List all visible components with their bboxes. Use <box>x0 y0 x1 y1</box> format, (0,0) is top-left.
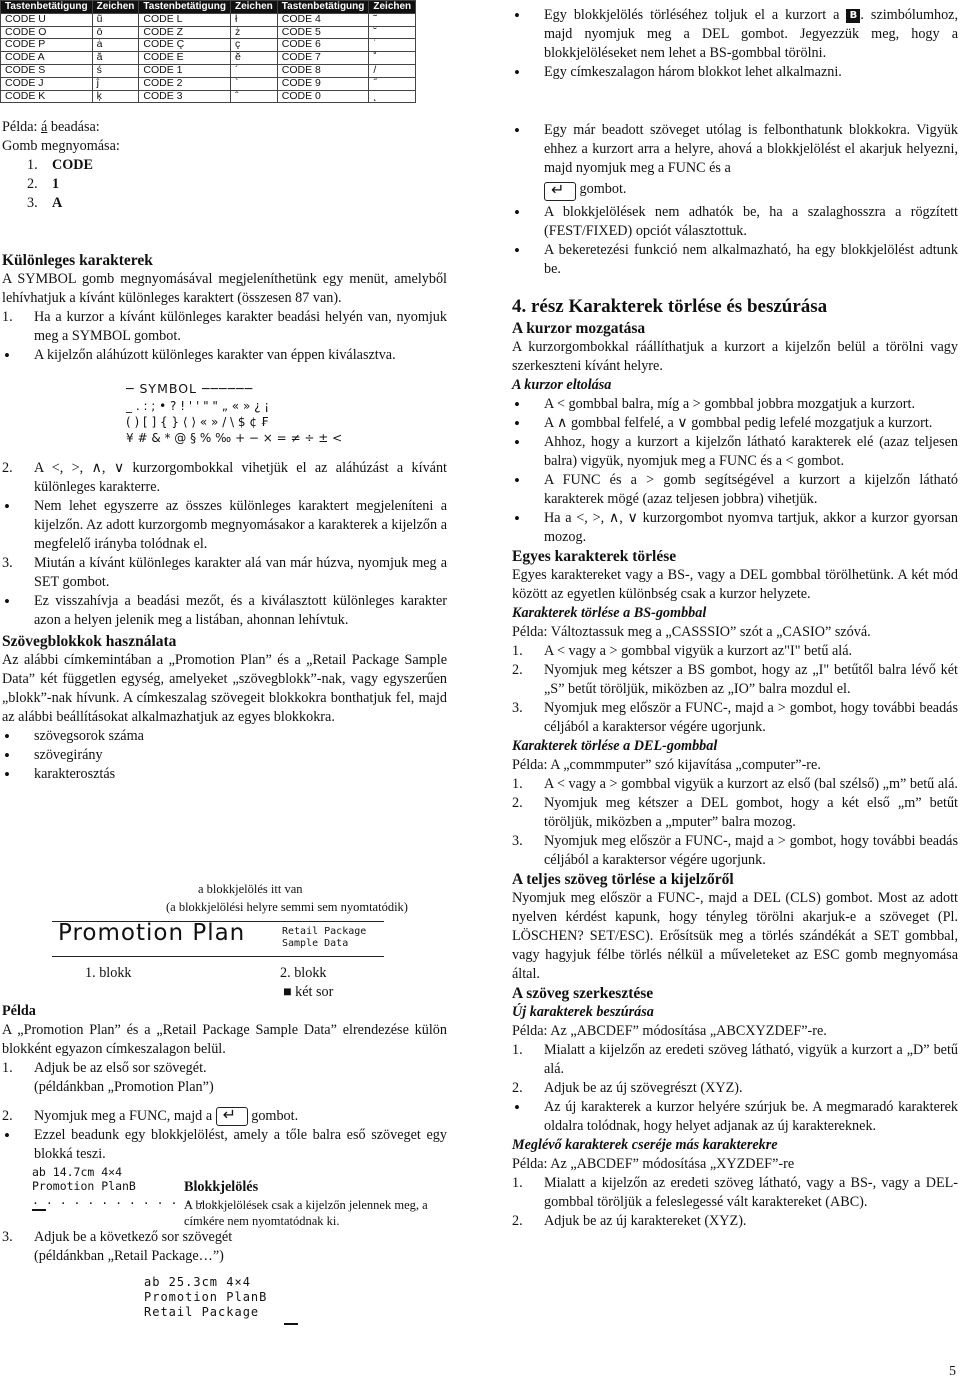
label-small-text: Retail Package <box>282 926 367 937</box>
code-table-row <box>1 90 416 103</box>
code-table-cell: CODE 5 <box>277 26 369 39</box>
lcd-line: ab 14.7cm 4×4 <box>32 1165 123 1179</box>
new-step: 1. Mialatt a kijelzőn az eredeti szöveg látható, vigyük a kurzort a „D” betű alá. <box>512 1042 958 1077</box>
code-table-cell: CODE 6 <box>277 39 369 52</box>
code-table-cell: CODE 0 <box>277 90 369 103</box>
cursor-intro: A kurzorgombokkal ráállíthatjuk a kurzort a kijelzőn belül a törölni vagy szerkeszteni kívánt helyre. <box>512 339 958 374</box>
code-table-cell: ũ <box>92 13 139 26</box>
example-title: Példa: á beadása: <box>2 119 100 135</box>
cursor-move-item: • A ∧ gombbal felfelé, a ∨ gombbal pedig lefelé mozgatjuk a kurzort. <box>512 414 958 433</box>
code-table-cell: CODE 7 <box>277 52 369 65</box>
symbol-lcd-title: SYMBOL <box>139 381 198 396</box>
cursor-move-item: • A < gombbal balra, míg a > gombbal jobbra mozgatjuk a kurzort. <box>512 395 958 414</box>
code-table-cell: ś <box>92 64 139 77</box>
code-table-cell: CODE 2 <box>139 77 231 90</box>
step-2-bullet: • Nem lehet egyszerre az összes különleges karaktert megjeleníteni a kijelzőn. Az adott kurzorgomb megnyomásakor a karakterek a kijelzőn a megfelelő irányba tolódnak el. <box>2 497 447 554</box>
th: Zeichen <box>230 1 277 14</box>
symbol-lcd: ─ SYMBOL ────── _ . : ; • ? ! ' ' " " „ « » ¿ ¡ ( ) [ ] { } ⟨ ⟩ « » / \ $ ¢ ₣ ¥ # & * @ § % ‰ + − × = ≠ ÷ ± < <box>126 381 343 445</box>
code-table-cell: ł <box>230 13 277 26</box>
ex-step-3: 3. Adjuk be a következő sor szövegét <box>2 1229 233 1245</box>
full-text: Nyomjuk meg először a FUNC-, majd a DEL (CLS) gombot. Most az adott nyelven kérdést kapunk, hogy tényleg törölni akarjuk-e a szöveget (Pl. LÖSCHEN? SET/ESC). Erősítsük meg a törlés szándékát a SET gombbal, vagy hagyjuk félbe törlés nélkül a műveleteket az ESC gomb megnyomása által. <box>512 890 958 982</box>
new-example: Példa: Az „ABCDEF” módosítása „ABCXYZDEF”-re. <box>512 1023 827 1039</box>
code-table-cell: CODE A <box>1 52 93 65</box>
top-bullet-1: • Egy blokkjelölés törléséhez toljuk el a kurzort a B . szimbólumhoz, majd nyomjuk meg a DEL gombot. Jegyezzük meg, hogy a blokkjelöléseket nem lehet a BS-gombbal törölni. <box>512 6 958 63</box>
block-bullet: • karakterosztás <box>2 765 447 784</box>
blokkjel-note <box>184 1178 444 1229</box>
edit-heading: A szöveg szerkesztése <box>512 985 654 1002</box>
code-table-cell: CODE 3 <box>139 90 231 103</box>
block-bullet-4: • A blokkjelölések nem adhatók be, ha a szalaghosszra a rögzített (FEST/FIXED) opciót választottuk. <box>512 203 958 241</box>
code-table-cell: CODE P <box>1 39 93 52</box>
cursor-heading: A kurzor mozgatása <box>512 320 646 337</box>
code-table-cell: ă <box>92 52 139 65</box>
lcd-line: Promotion PlanB <box>144 1290 268 1304</box>
code-table-cell: CODE 1 <box>139 64 231 77</box>
two-rows-label: ■ két sor <box>283 984 334 1000</box>
step-3: 3. Miután a kívánt különleges karakter alá van már húzva, nyomjuk meg a SET gombot. <box>2 555 447 590</box>
th: Zeichen <box>369 1 416 14</box>
code-table-cell: ķ <box>92 90 139 103</box>
label-big-text: Promotion Plan <box>58 920 246 946</box>
code-table-row <box>1 26 416 39</box>
del-title: Karakterek törlése a DEL-gombbal <box>512 738 718 754</box>
code-table-cell: CODE S <box>1 64 93 77</box>
code-table <box>0 0 416 103</box>
del-example: Példa: A „commmputer” szó kijavítása „computer”-re. <box>512 757 821 773</box>
lcd-display-1: ab 14.7cm 4×4 Promotion PlanB . . . . . . . . . . . . . . <box>32 1165 162 1211</box>
th: Tastenbetätigung <box>139 1 231 14</box>
del-step: 2. Nyomjuk meg kétszer a DEL gombot, hogy a két első „m” betűt töröljük, miközben a „mputer” balra mozog. <box>512 795 958 830</box>
blokkjel-text: A blokkjelölések csak a kijelzőn jelennek meg, a címkére nem nyomtatódnak ki. <box>184 1198 428 1228</box>
label-tape <box>52 921 384 957</box>
repl-step: 1. Mialatt a kijelzőn az eredeti szöveg látható, vagy a BS-, vagy a DEL-gombbal töröljük a feleslegessé vált karaktereket (ABC). <box>512 1175 958 1210</box>
block-bullet: • szövegirány <box>2 746 447 765</box>
label-diagram <box>0 878 450 1003</box>
example-heading: Példa <box>2 1003 36 1019</box>
single-intro: Egyes karaktereket vagy a BS-, vagy a DEL gombbal törölhetünk. A két mód között az egyetlen különbség csak a kurzor helyzete. <box>512 567 958 602</box>
code-table-cell: ˘ <box>369 26 416 39</box>
label-note: (a blokkjelölési helyre semmi sem nyomtatódik) <box>166 900 408 914</box>
code-table-cell: CODE Ç <box>139 39 231 52</box>
single-heading: Egyes karakterek törlése <box>512 548 677 565</box>
bs-step: 2. Nyomjuk meg kétszer a BS gombot, hogy az „I" betűtől balra lévő két „S” betűt töröljük, miközben az „IO” balra mozdul el. <box>512 662 958 697</box>
symbol-row: _ . : ; • ? ! ' ' " " „ « » ¿ ¡ <box>126 399 270 413</box>
special-heading: Különleges karakterek <box>2 252 153 269</box>
ex-step-1b: (példánkban „Promotion Plan”) <box>34 1079 214 1095</box>
code-table-cell: CODE 9 <box>277 77 369 90</box>
blokkjel-title: Blokkjelölés <box>184 1179 259 1195</box>
ex-step-1: 1. Adjuk be az első sor szövegét. <box>2 1060 207 1076</box>
code-table-cell: ´ <box>230 64 277 77</box>
code-table-cell: ż <box>230 26 277 39</box>
code-table-cell: ˙ <box>369 39 416 52</box>
label-note: a blokkjelölés itt van <box>198 882 303 896</box>
full-heading: A teljes szöveg törlése a kijelzőről <box>512 871 734 888</box>
part4-heading: 4. rész Karakterek törlése és beszúrása <box>512 296 828 317</box>
repl-step: 2. Adjuk be az új karaktereket (XYZ). <box>512 1213 747 1229</box>
code-table-cell: / <box>369 64 416 77</box>
blocks-intro: Az alábbi címkemintában a „Promotion Plan” és a „Retail Package Sample Data” két független egység, amelyeket „szövegblokk”-nak, vagy egyszerűen „blokk”-nak hívunk. A címkeszalag szövegeit blokkokra bonthatjuk fel, majd az alábbi beállításokat alkalmazhatjuk az egyes blokkokra. <box>2 652 447 725</box>
ex-step-2-bullet: • Ezzel beadunk egy blokkjelölést, amely a tőle balra eső szöveget egy blokká teszi. <box>2 1126 447 1164</box>
th: Tastenbetätigung <box>1 1 93 14</box>
code-table-row <box>1 52 416 65</box>
lcd-display-2 <box>144 1275 309 1333</box>
code-table-cell: ō <box>92 26 139 39</box>
press-step: 1. CODE <box>27 157 93 173</box>
step-1-bullet: • A kijelzőn aláhúzott különleges karakter van éppen kiválasztva. <box>2 346 447 365</box>
code-table-cell: ˚ <box>369 52 416 65</box>
block-mark-icon: B <box>846 9 860 23</box>
code-table-cell: CODE O <box>1 26 93 39</box>
code-table-row <box>1 39 416 52</box>
del-step: 1. A < vagy a > gombbal vigyük a kurzort az első (bal szélső) „m” betű alá. <box>512 776 958 792</box>
enter-key-icon <box>544 182 576 201</box>
code-table-cell: ȧ <box>92 39 139 52</box>
lcd-line: Retail Package <box>144 1305 260 1319</box>
del-step: 3. Nyomjuk meg először a FUNC-, majd a > gombot, hogy további beadás céljából a karaktersor végére ugorjunk. <box>512 833 958 868</box>
cursor-move-item: • A FUNC és a > gomb segítségével a kurzort a kijelzőn látható karakterek mögé (azaz teljesen jobbra) vihetjük. <box>512 471 958 509</box>
lcd-line: Promotion PlanB <box>32 1179 136 1193</box>
step-1: 1. Ha a kurzor a kívánt különleges karakter beadási helyén van, nyomjuk meg a SYMBOL gombot. <box>2 309 447 344</box>
step-2: 2. A <, >, ∧, ∨ kurzorgombokkal vihetjük el az aláhúzást a kívánt különleges karakterre. <box>2 460 447 495</box>
code-table-row <box>1 64 416 77</box>
code-table-header <box>1 1 416 14</box>
enter-key-icon <box>216 1107 248 1126</box>
label-small-text: Sample Data <box>282 938 349 949</box>
code-table-row <box>1 13 416 26</box>
ex-step-2: 2. Nyomjuk meg a FUNC, majd a ↵ gombot. <box>2 1107 447 1126</box>
symbol-row: ¥ # & * @ § % ‰ + − × = ≠ ÷ ± < <box>126 431 343 445</box>
new-step: 2. Adjuk be az új szövegrészt (XYZ). <box>512 1080 743 1096</box>
bs-example: Példa: Változtassuk meg a „CASSSIO” szót a „CASIO” szóvá. <box>512 624 871 640</box>
bs-step: 3. Nyomjuk meg először a FUNC-, majd a > gombot, hogy további beadás céljából a karaktersor végére ugorjunk. <box>512 700 958 735</box>
special-intro: A SYMBOL gomb megnyomásával megjeleníthetünk egy menüt, amelyből lehívhatjuk a kívánt különleges karaktert (összesen 87 van). <box>2 271 447 306</box>
code-table-cell: ˛ <box>369 90 416 103</box>
block-bullet-5: • A bekeretezési funkció nem alkalmazható, ha egy blokkjelölést adtunk be. <box>512 241 958 279</box>
repl-title: Meglévő karakterek cseréje más karakterekre <box>512 1137 778 1153</box>
block1-label: 1. blokk <box>85 965 132 981</box>
cursor-move-title: A kurzor eltolása <box>512 377 612 393</box>
new-title: Új karakterek beszúrása <box>512 1004 654 1020</box>
code-table-cell: CODE U <box>1 13 93 26</box>
code-table-cell: CODE 8 <box>277 64 369 77</box>
block-bullet-3: • Egy már beadott szöveget utólag is felbonthatunk blokkokra. Vigyük ehhez a kurzort arra a helyre, ahová a blokkjelölést el akarjuk helyezni, majd nyomjuk meg a FUNC és a ↵ gombot. <box>512 121 958 201</box>
repl-example: Példa: Az „ABCDEF” módosítása „XYZDEF”-re <box>512 1156 795 1172</box>
th: Tastenbetätigung <box>277 1 369 14</box>
code-table-cell: ˝ <box>369 77 416 90</box>
th: Zeichen <box>92 1 139 14</box>
cursor-move-item: • Ha a <, >, ∧, ∨ kurzorgombot nyomva tartjuk, akkor a kurzor gyorsan mozog. <box>512 509 958 547</box>
code-table-cell: CODE L <box>139 13 231 26</box>
bs-step: 1. A < vagy a > gombbal vigyük a kurzort az"I" betű alá. <box>512 643 853 659</box>
new-bullet: • Az új karakterek a kurzor helyére szúrjuk be. A megmaradó karakterek oldalra tolódnak, hogy helyet adjanak az új karaktereknek. <box>512 1098 958 1136</box>
example-text: A „Promotion Plan” és a „Retail Package Sample Data” elrendezése külön blokként egyazon címkeszalagon belül. <box>2 1022 447 1057</box>
step-3-bullet: • Ez visszahívja a beadási mezőt, és a kiválasztott különleges karakter azon a helyen jelenik meg a listában, ahonnan lehívtuk. <box>2 592 447 630</box>
code-table-cell: ` <box>230 77 277 90</box>
code-table-cell: ç <box>230 39 277 52</box>
block2-label: 2. blokk <box>280 965 327 981</box>
ex-step-3b: (példánkban „Retail Package…”) <box>34 1248 224 1264</box>
code-table-cell: CODE Z <box>139 26 231 39</box>
code-table-cell: CODE J <box>1 77 93 90</box>
code-table-cell: ĕ <box>230 52 277 65</box>
code-table-cell: CODE 4 <box>277 13 369 26</box>
symbol-row: ( ) [ ] { } ⟨ ⟩ « » / \ $ ¢ ₣ <box>126 415 269 429</box>
code-table-row <box>1 77 416 90</box>
block-bullet: • szövegsorok száma <box>2 727 447 746</box>
press-step: 2. 1 <box>27 176 60 192</box>
top-bullet-2: • Egy címkeszalagon három blokkot lehet alkalmazni. <box>512 63 958 82</box>
cursor-move-item: • Ahhoz, hogy a kurzort a kijelzőn látható karakterek elé (azaz teljesen balra) vigyük, nyomjuk meg a FUNC és a < gombot. <box>512 433 958 471</box>
lcd-line: ab 25.3cm 4×4 <box>144 1275 251 1289</box>
code-table-cell: CODE E <box>139 52 231 65</box>
bs-title: Karakterek törlése a BS-gombbal <box>512 605 707 621</box>
code-table-cell: CODE K <box>1 90 93 103</box>
code-table-cell: ĵ <box>92 77 139 90</box>
code-table-cell: ˆ <box>230 90 277 103</box>
press-step: 3. A <box>27 195 63 211</box>
page-number: 5 <box>949 1364 956 1379</box>
press-label: Gomb megnyomása: <box>2 138 120 154</box>
code-table-cell: ˜ <box>369 13 416 26</box>
blocks-heading: Szövegblokkok használata <box>2 633 177 650</box>
